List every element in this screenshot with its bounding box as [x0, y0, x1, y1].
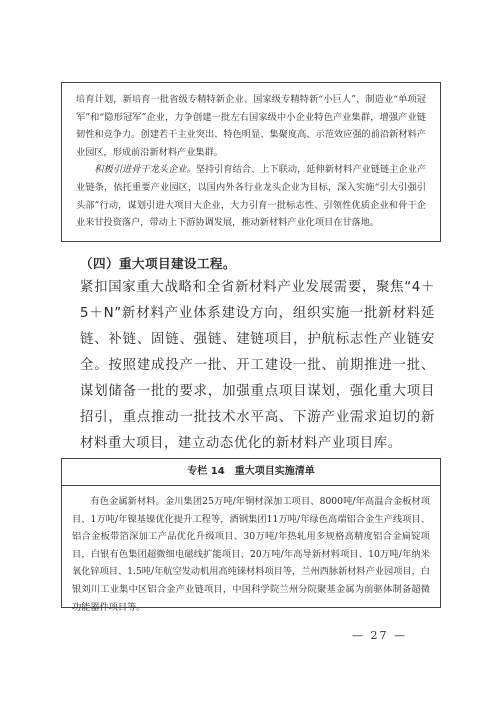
project-list-box: [61, 458, 441, 613]
box-content: [62, 486, 440, 616]
box-paragraph: [72, 493, 430, 616]
body-paragraph: 紧扣国家重大战略和全省新材料产业发展需要，聚焦“4＋5＋N”新材料产业体系建设方向，组织实施一批新材料延链、补链、固链、强链、建链项目，护航标志性产业链安全。按照建成投产一批、开工建设一批、前期推进一批、谋划储备一批的要求，加强重点项目谋划，强化重大项目招引，重点推动一批技术水平高、下游产业需求迫切的新材料重大项目，建立动态优化的新材料产业项目库。: [80, 280, 435, 451]
box-paragraph: 培育计划，新培育一批省级专精特新企业、国家级专精特新“小巨人”、制造业“单项冠军”和“隐形冠军”企业，力争创建一批左右国家级中小企业特色产业集群，增强产业链韧性和竞争力。创建若干主业突出、特色明显、集聚度高、示范效应强的前沿新材料产业园区，形成前沿新材料产业集群。: [76, 94, 426, 158]
paragraph-lead: 积极引进骨干龙头企业。: [94, 164, 196, 176]
paragraph-body: 金川集团25万吨/年铜材深加工项目、8000吨/年高温合金板材项目、1万吨/年镍基镍优化提升工程等，酒钢集团11万吨/年绿色高端铝合金生产线项目、铝合金板带箔深加工产品优化升级项目、30万吨/年热轧用多规格高精度铝合金扁锭项目，白银有色集团超微细电磁线扩能项目、20万吨/年高导新材料项目、10万吨/年纳米氧化锌项目、1.5吨/年航空发动机用高纯铼材料项目等，兰州西脉新材料产业园项目，白银刘川工业集中区铝合金产业链项目，中国科学院兰州分院聚基金属为前驱体制备超微功能器件项目等。: [72, 496, 431, 613]
box-paragraph: [76, 161, 426, 231]
continued-sidebar-box: [61, 82, 441, 242]
section-heading: （四）重大项目建设工程。: [80, 256, 236, 271]
box-title: [62, 459, 440, 486]
page-number: — 27 —: [352, 629, 407, 642]
paragraph-body: 坚持引育结合、上下联动，延伸新材料产业链链主企业产业链条，依托重要产业园区，以国内外各行业龙头企业为目标，深入实施“引大引强引头部”行动，谋划引进大项目大企业，大力引育一批标志性、引领性优质企业和骨干企业来甘投资落户，带动上下游协调发展，推动新材料产业化项目在甘落地。: [76, 164, 427, 229]
box-title-number: 专栏 14: [187, 466, 225, 477]
paragraph-lead: 有色金属新材料。: [90, 496, 165, 507]
box-title-text: 重大项目实施清单: [234, 466, 315, 477]
